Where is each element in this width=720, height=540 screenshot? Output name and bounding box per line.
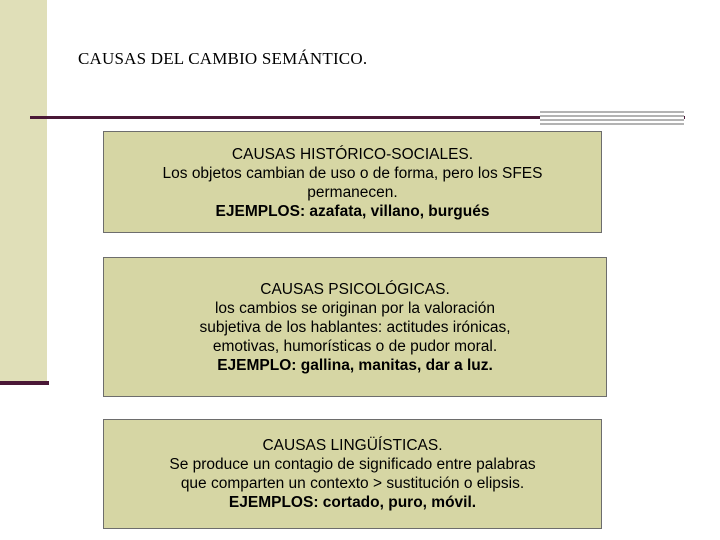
- left-decorative-rule: [0, 381, 49, 385]
- box-text-line: Se produce un contagio de significado entre palabras: [169, 456, 536, 473]
- left-decorative-band: [0, 0, 47, 383]
- box-examples: EJEMPLOS: azafata, villano, burgués: [215, 203, 490, 220]
- box-examples: EJEMPLO: gallina, manitas, dar a luz.: [217, 356, 493, 374]
- box-heading: CAUSAS HISTÓRICO-SOCIALES.: [231, 146, 474, 163]
- box-heading: CAUSAS LINGÜÍSTICAS.: [262, 437, 443, 454]
- box-historico-sociales: [103, 131, 602, 233]
- slide-title: CAUSAS DEL CAMBIO SEMÁNTICO.: [78, 49, 368, 68]
- box-text-line: que comparten un contexto > sustitución o elipsis.: [180, 475, 525, 492]
- box-text-line: subjetiva de los hablantes: actitudes irónicas,: [199, 318, 511, 336]
- box-psicologicas: [103, 257, 607, 397]
- box-text-line: Los objetos cambian de uso o de forma, pero los SFES: [162, 165, 543, 182]
- box-heading: CAUSAS PSICOLÓGICAS.: [260, 280, 450, 298]
- box-text-line: permanecen.: [307, 184, 398, 201]
- box-linguisticas: [103, 419, 602, 529]
- box-text-line: emotivas, humorísticas o de pudor moral.: [212, 337, 498, 355]
- box-text-line: los cambios se originan por la valoración: [214, 299, 495, 317]
- box-examples: EJEMPLOS: cortado, puro, móvil.: [228, 494, 477, 511]
- title-rule-accent: [540, 111, 684, 125]
